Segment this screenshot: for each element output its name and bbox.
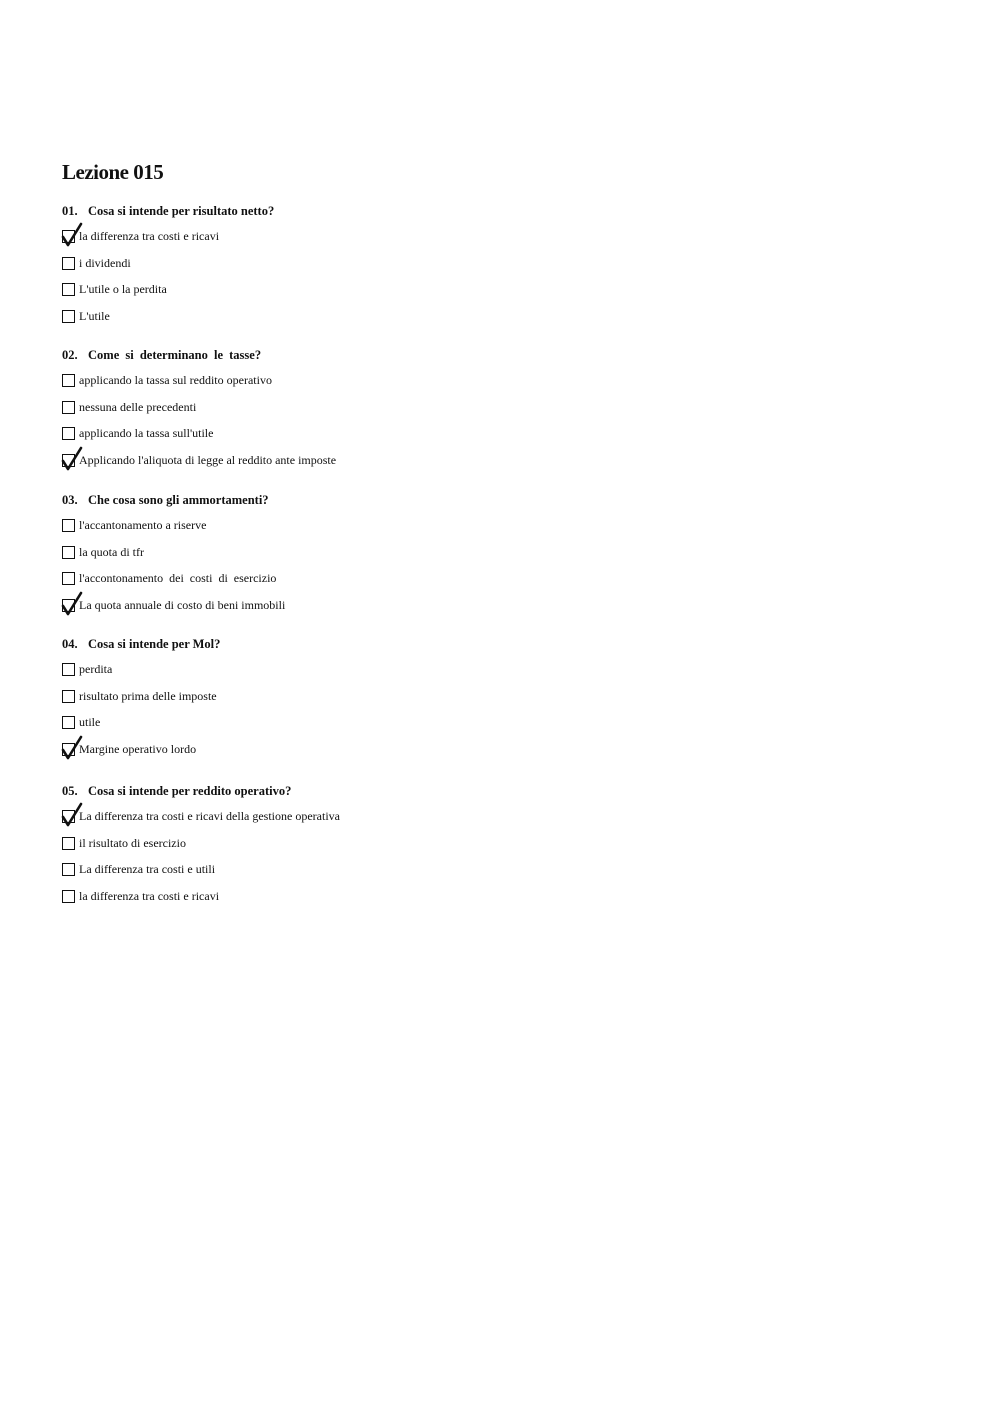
checkmark-icon — [61, 446, 85, 472]
option-item[interactable] — [62, 400, 822, 427]
option-item[interactable] — [62, 373, 822, 400]
option-label: risultato prima delle imposte — [79, 688, 217, 703]
option-item[interactable] — [62, 256, 822, 283]
option-label: L'utile — [79, 308, 110, 323]
option-label: utile — [79, 715, 101, 729]
option-label: applicando la tassa sull'utile — [79, 426, 214, 440]
checkmark-icon — [61, 591, 85, 617]
option-label: La quota annuale di costo di beni immobili — [79, 597, 286, 612]
checkbox[interactable] — [62, 427, 75, 440]
question-number: 01. — [62, 204, 78, 218]
question-text — [62, 636, 822, 652]
options-list — [62, 373, 822, 479]
checkbox[interactable] — [62, 690, 75, 703]
question-label: Cosa si intende per risultato netto? — [88, 204, 275, 218]
option-item[interactable] — [62, 689, 822, 716]
page-title: Lezione 015 — [62, 160, 164, 184]
question-label: Che cosa sono gli ammortamenti? — [88, 493, 269, 507]
checkbox[interactable] — [62, 283, 75, 296]
checkbox[interactable] — [62, 454, 75, 467]
option-label: l'accontonamento dei costi di esercizio — [79, 571, 277, 585]
option-item[interactable] — [62, 715, 822, 742]
question-number: 04. — [62, 637, 78, 651]
option-item[interactable] — [62, 545, 822, 572]
option-item[interactable] — [62, 662, 822, 689]
question-number: 02. — [62, 348, 78, 362]
question-text — [62, 203, 822, 219]
question-05 — [62, 783, 822, 915]
checkbox[interactable] — [62, 572, 75, 585]
option-item[interactable] — [62, 309, 822, 336]
option-label: la quota di tfr — [79, 544, 144, 559]
checkbox[interactable] — [62, 401, 75, 414]
option-label: perdita — [79, 662, 113, 676]
checkbox[interactable] — [62, 743, 75, 756]
options-list — [62, 809, 822, 915]
question-04 — [62, 636, 822, 768]
option-label: il risultato di esercizio — [79, 835, 186, 850]
checkbox[interactable] — [62, 599, 75, 612]
checkbox[interactable] — [62, 663, 75, 676]
checkmark-icon — [61, 735, 85, 761]
option-item[interactable] — [62, 742, 822, 769]
checkbox[interactable] — [62, 890, 75, 903]
option-label: la differenza tra costi e ricavi — [79, 229, 220, 243]
option-item[interactable] — [62, 229, 822, 256]
checkbox[interactable] — [62, 230, 75, 243]
checkbox[interactable] — [62, 716, 75, 729]
option-label: La differenza tra costi e ricavi della gestione operativa — [79, 809, 340, 823]
question-02 — [62, 347, 822, 479]
question-label: Cosa si intende per Mol? — [88, 637, 221, 651]
option-item[interactable] — [62, 426, 822, 453]
question-text — [62, 492, 822, 508]
checkbox[interactable] — [62, 374, 75, 387]
checkmark-icon — [61, 802, 85, 828]
checkbox[interactable] — [62, 519, 75, 532]
question-text — [62, 347, 822, 363]
option-label: i dividendi — [79, 255, 131, 270]
option-item[interactable] — [62, 862, 822, 889]
question-label: Cosa si intende per reddito operativo? — [88, 784, 292, 798]
option-item[interactable] — [62, 282, 822, 309]
option-label: Margine operativo lordo — [79, 741, 197, 756]
question-label: Come si determinano le tasse? — [88, 348, 262, 362]
checkmark-icon — [61, 222, 85, 248]
options-list — [62, 229, 822, 335]
option-label: applicando la tassa sul reddito operativo — [79, 373, 272, 387]
question-01 — [62, 203, 822, 335]
checkbox[interactable] — [62, 810, 75, 823]
question-03 — [62, 492, 822, 624]
option-item[interactable] — [62, 598, 822, 625]
question-number: 03. — [62, 493, 78, 507]
option-label: l'accantonamento a riserve — [79, 518, 207, 532]
checkbox[interactable] — [62, 310, 75, 323]
checkbox[interactable] — [62, 863, 75, 876]
option-label: Applicando l'aliquota di legge al reddito ante imposte — [79, 452, 337, 467]
option-label: la differenza tra costi e ricavi — [79, 888, 220, 903]
option-item[interactable] — [62, 453, 822, 480]
option-label: La differenza tra costi e utili — [79, 862, 216, 876]
option-item[interactable] — [62, 836, 822, 863]
option-label: L'utile o la perdita — [79, 282, 167, 296]
option-item[interactable] — [62, 518, 822, 545]
options-list — [62, 662, 822, 768]
checkbox[interactable] — [62, 257, 75, 270]
question-text — [62, 783, 822, 799]
option-item[interactable] — [62, 571, 822, 598]
option-item[interactable] — [62, 809, 822, 836]
question-number: 05. — [62, 784, 78, 798]
checkbox[interactable] — [62, 837, 75, 850]
options-list — [62, 518, 822, 624]
option-item[interactable] — [62, 889, 822, 916]
option-label: nessuna delle precedenti — [79, 399, 197, 414]
checkbox[interactable] — [62, 546, 75, 559]
